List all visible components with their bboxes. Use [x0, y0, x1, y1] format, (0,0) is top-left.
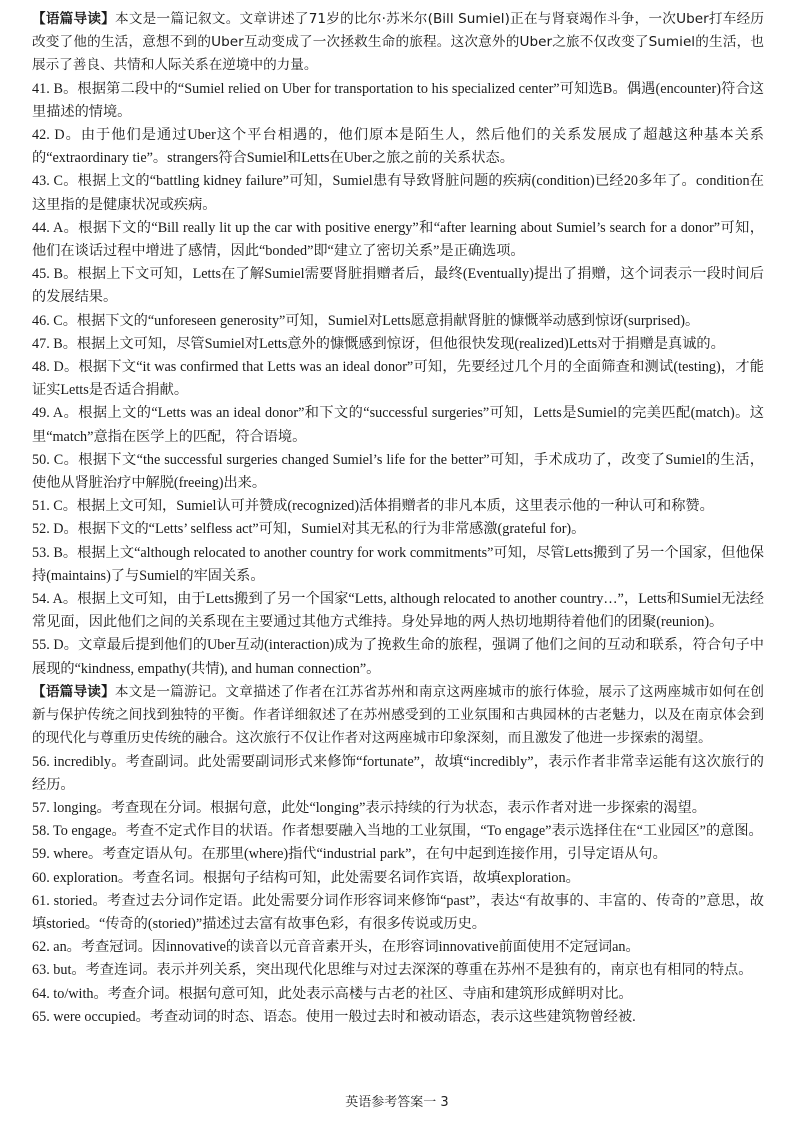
answer-item-56: 56. incredibly。考查副词。此处需要副词形式来修饰“fortunate”，故填“incredibly”，表示作者非常幸运能有这次旅行的经历。 [32, 753, 764, 793]
answer-item-64: 64. to/with。考查介词。根据句意可知，此处表示高楼与古老的社区、寺庙和建筑形成鲜明对比。 [32, 985, 633, 1002]
answer-item-62: 62. an。考查冠词。因innovative的读音以元音音素开头，在形容词innovative前面使用不定冠词an。 [32, 939, 640, 956]
answer-item-41: 41. B。根据第二段中的“Sumiel relied on Uber for transportation to his specialized center”可知选B。偶遇(encounter)符合这里描述的情境。 [32, 80, 764, 120]
answer-item-65: 65. were occupied。考查动词的时态、语态。使用一般过去时和被动语态，表示这些建筑物曾经被. [32, 1008, 636, 1025]
reading-guide-text: 本文是一篇游记。文章描述了作者在江苏省苏州和南京这两座城市的旅行体验，展示了这两座城市如何在创新与保护传统之间找到独特的平衡。作者详细叙述了在苏州感受到的工业氛围和古典园林的古老魅力，以及在南京体会到的现代化与尊重历史传统的融合。这次旅行不仅让作者对这两座城市印象深刻，而且激发了他进一步探索的渴望。 [32, 683, 765, 747]
answer-item-46: 46. C。根据下文的“unforeseen generosity”可知，Sumiel对Letts愿意捐献肾脏的慷慨举动感到惊讶(surprised)。 [32, 312, 700, 329]
answer-list-1 [32, 78, 764, 681]
answer-item-44: 44. A。根据下文的“Bill really lit up the car with positive energy”和“after learning about Sumiel’s search for a donor”可知，他们在谈话过程中增进了感情，因此“bonded”即“建立了密切关系”是正确选项。 [32, 219, 764, 260]
answer-item-47: 47. B。根据上文可知，尽管Sumiel对Letts意外的慷慨感到惊讶，但他很快发现(realized)Letts对于捐赠是真诚的。 [32, 335, 725, 352]
reading-guide-tag: 【语篇导读】 [32, 11, 116, 27]
reading-guide-tag: 【语篇导读】 [32, 683, 115, 700]
reading-guide-text: 本文是一篇记叙文。文章讲述了71岁的比尔·苏米尔(Bill Sumiel)正在与肾衰竭作斗争，一次Uber打车经历改变了他的生活，意想不到的Uber互动变成了一次拯救生命的旅程。这次意外的Uber之旅不仅改变了Sumiel的生活，也展示了善良、共情和人际关系在逆境中的力量。 [32, 11, 765, 74]
answer-item-50: 50. C。根据下文“the successful surgeries changed Sumiel’s life for the better”可知，手术成功了，改变了Sumiel的生活，使他从肾脏治疗中解脱(freeing)出来。 [32, 451, 764, 492]
answer-item-53: 53. B。根据上文“although relocated to another country for work commitments”可知，尽管Letts搬到了另一个国家，但他保持(maintains)了与Sumiel的牢固关系。 [32, 544, 764, 584]
answer-item-51: 51. C。根据上文可知，Sumiel认可并赞成(recognized)活体捐赠者的非凡本质，这里表示他的一种认可和称赞。 [32, 498, 714, 515]
answer-item-43: 43. C。根据上文的“battling kidney failure”可知，Sumiel患有导致肾脏问题的疾病(condition)已经20多年了。condition在这里指的是健康状况或疾病。 [32, 173, 764, 213]
answer-item-55: 55. D。文章最后提到他们的Uber互动(interaction)成为了挽救生命的旅程，强调了他们之间的互动和联系，符合句子中展现的“kindness, empathy(共情), and human connection”。 [32, 637, 764, 677]
answer-item-45: 45. B。根据上下文可知，Letts在了解Sumiel需要肾脏捐赠者后，最终(Eventually)提出了捐赠，这个词表示一段时间后的发展结果。 [32, 266, 764, 306]
answer-item-60: 60. exploration。考查名词。根据句子结构可知，此处需要名词作宾语，故填exploration。 [32, 869, 580, 886]
answer-item-42: 42. D。由于他们是通过Uber这个平台相遇的，他们原本是陌生人，然后他们的关系发展成了超越这种基本关系的“extraordinary tie”。strangers符合Sumiel和Letts在Uber之旅之前的关系状态。 [32, 127, 764, 167]
answer-item-59: 59. where。考查定语从句。在那里(where)指代“industrial park”，在句中起到连接作用，引导定语从句。 [32, 846, 667, 863]
reading-guide-2 [32, 681, 764, 751]
answer-item-48: 48. D。根据下文“it was confirmed that Letts was an ideal donor”可知，先要经过几个月的全面筛查和测试(testing)，才能证实Letts是否适合捐献。 [32, 359, 764, 399]
answer-item-58: 58. To engage。考查不定式作目的状语。作者想要融入当地的工业氛围，“To engage”表示选择住在“工业园区”的意图。 [32, 823, 763, 840]
answer-list-2 [32, 751, 764, 1029]
answer-item-57: 57. longing。考查现在分词。根据句意，此处“longing”表示持续的行为状态，表示作者对进一步探索的渴望。 [32, 799, 706, 816]
answer-item-52: 52. D。根据下文的“Letts’ selfless act”可知，Sumiel对其无私的行为非常感激(grateful for)。 [32, 521, 586, 538]
answer-item-63: 63. but。考查连词。表示并列关系，突出现代化思维与对过去深深的尊重在苏州不是独有的，南京也有相同的特点。 [32, 962, 753, 979]
answer-item-61: 61. storied。考查过去分词作定语。此处需要分词作形容词来修饰“past”，表达“有故事的、丰富的、传奇的”意思，故填storied。“传奇的(storied)”描述过去富有故事色彩，有很多传说或历史。 [32, 892, 764, 932]
reading-guide-1 [32, 8, 764, 78]
page-footer: 英语参考答案一 3 [345, 1095, 449, 1110]
answer-item-49: 49. A。根据上文的“Letts was an ideal donor”和下文的“successful surgeries”可知，Letts是Sumiel的完美匹配(match)。这里“match”意指在医学上的匹配，符合语境。 [32, 405, 764, 445]
answer-item-54: 54. A。根据上文可知，由于Letts搬到了另一个国家“Letts, although relocated to another country…”，Letts和Sumiel无法经常见面，因此他们之间的关系现在主要通过其他方式维持。身处异地的两人热切地期待着他们的团聚(reunion)。 [32, 591, 764, 631]
